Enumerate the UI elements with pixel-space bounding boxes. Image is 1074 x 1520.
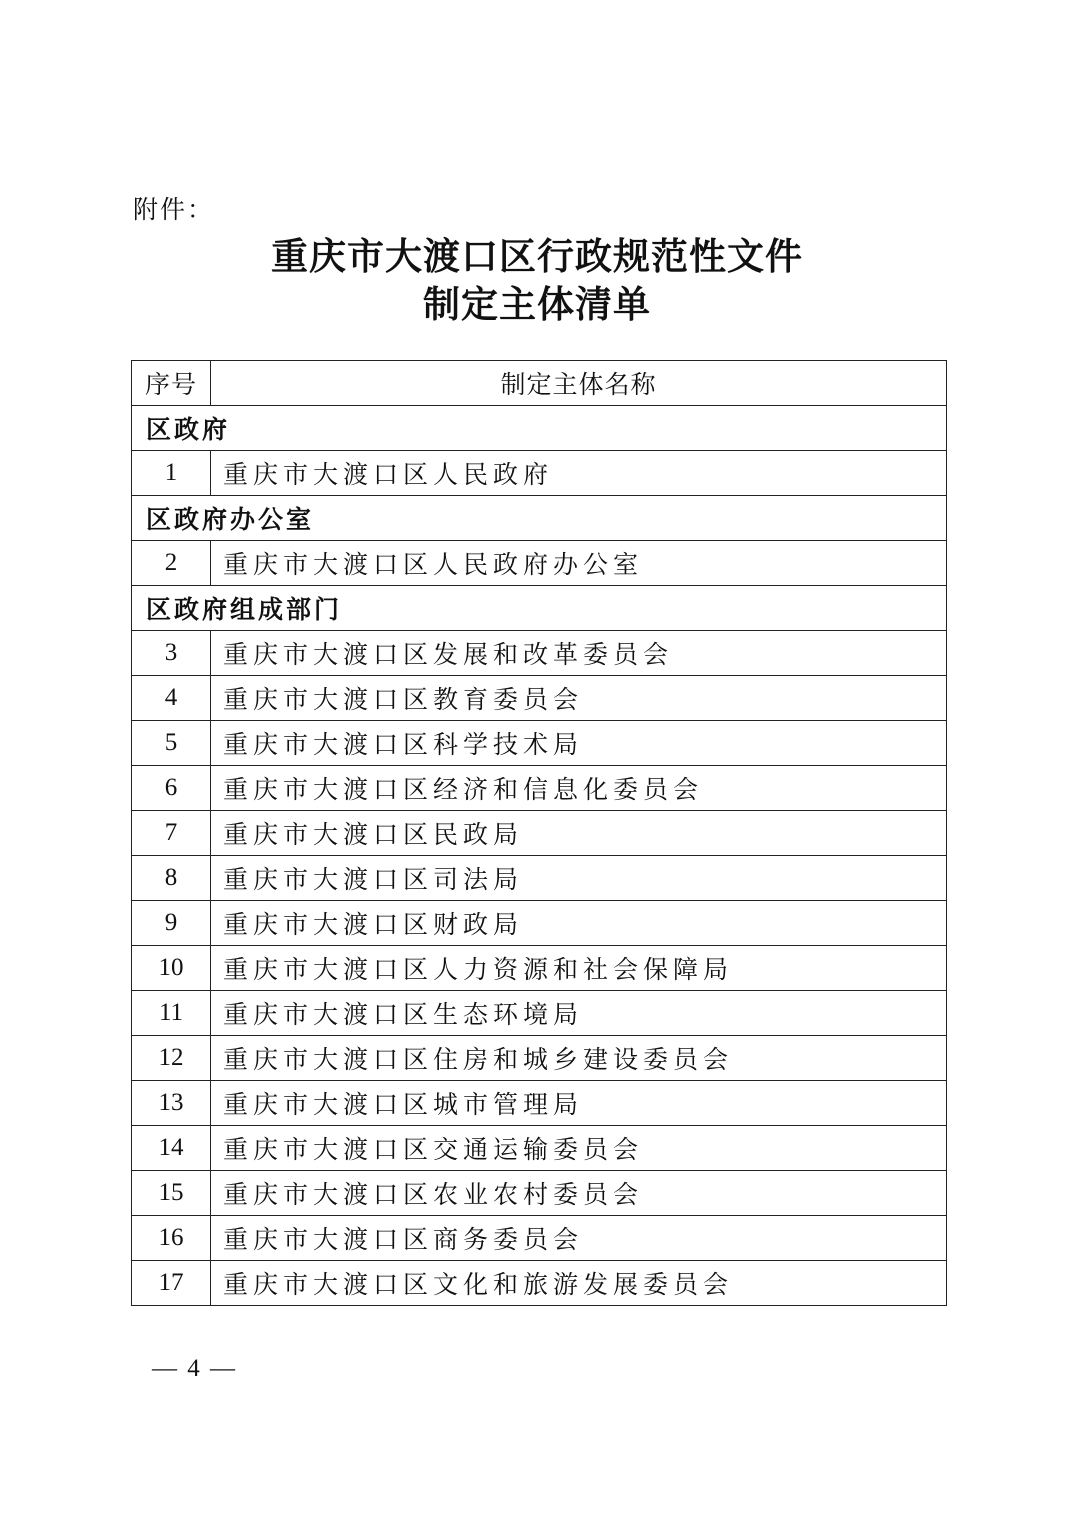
entity-name: 重庆市大渡口区交通运输委员会 <box>211 1126 947 1171</box>
table-row <box>132 1261 947 1306</box>
serial-number: 4 <box>132 676 211 721</box>
entity-name: 重庆市大渡口区发展和改革委员会 <box>211 631 947 676</box>
entity-name: 重庆市大渡口区教育委员会 <box>211 676 947 721</box>
entity-name: 重庆市大渡口区司法局 <box>211 856 947 901</box>
category-label: 区政府办公室 <box>132 496 947 541</box>
serial-number: 1 <box>132 451 211 496</box>
serial-number: 10 <box>132 946 211 991</box>
table-row <box>132 631 947 676</box>
entity-name: 重庆市大渡口区民政局 <box>211 811 947 856</box>
table-row <box>132 811 947 856</box>
entity-name: 重庆市大渡口区生态环境局 <box>211 991 947 1036</box>
serial-number: 11 <box>132 991 211 1036</box>
category-row <box>132 406 947 451</box>
table-header-row <box>132 361 947 406</box>
attachment-label: 附件： <box>133 195 215 224</box>
category-label: 区政府 <box>132 406 947 451</box>
entity-name: 重庆市大渡口区人力资源和社会保障局 <box>211 946 947 991</box>
table-row <box>132 901 947 946</box>
serial-number: 12 <box>132 1036 211 1081</box>
category-label: 区政府组成部门 <box>132 586 947 631</box>
table-row <box>132 1081 947 1126</box>
table-row <box>132 856 947 901</box>
entity-name: 重庆市大渡口区人民政府 <box>211 451 947 496</box>
header-entity-name: 制定主体名称 <box>211 361 947 406</box>
header-serial-number: 序号 <box>132 361 211 406</box>
serial-number: 16 <box>132 1216 211 1261</box>
entity-name: 重庆市大渡口区文化和旅游发展委员会 <box>211 1261 947 1306</box>
entity-name: 重庆市大渡口区商务委员会 <box>211 1216 947 1261</box>
document-title-line-2: 制定主体清单 <box>423 283 651 326</box>
serial-number: 17 <box>132 1261 211 1306</box>
entity-name: 重庆市大渡口区农业农村委员会 <box>211 1171 947 1216</box>
table-row <box>132 1036 947 1081</box>
table-row <box>132 541 947 586</box>
table-row <box>132 766 947 811</box>
table-body <box>132 361 947 1306</box>
serial-number: 15 <box>132 1171 211 1216</box>
category-row <box>132 496 947 541</box>
serial-number: 9 <box>132 901 211 946</box>
table-row <box>132 721 947 766</box>
entity-name: 重庆市大渡口区财政局 <box>211 901 947 946</box>
serial-number: 13 <box>132 1081 211 1126</box>
entity-name: 重庆市大渡口区城市管理局 <box>211 1081 947 1126</box>
serial-number: 3 <box>132 631 211 676</box>
serial-number: 6 <box>132 766 211 811</box>
table-row <box>132 676 947 721</box>
table-row <box>132 1126 947 1171</box>
table-row <box>132 946 947 991</box>
document-title-line-1: 重庆市大渡口区行政规范性文件 <box>271 235 803 278</box>
entity-list-table <box>131 360 947 1306</box>
table-row <box>132 991 947 1036</box>
entity-name: 重庆市大渡口区科学技术局 <box>211 721 947 766</box>
serial-number: 5 <box>132 721 211 766</box>
table-row <box>132 1171 947 1216</box>
page-number: — 4 — <box>152 1355 237 1382</box>
table-row <box>132 1216 947 1261</box>
category-row <box>132 586 947 631</box>
table-row <box>132 451 947 496</box>
serial-number: 8 <box>132 856 211 901</box>
entity-name: 重庆市大渡口区人民政府办公室 <box>211 541 947 586</box>
entity-name: 重庆市大渡口区住房和城乡建设委员会 <box>211 1036 947 1081</box>
entity-name: 重庆市大渡口区经济和信息化委员会 <box>211 766 947 811</box>
serial-number: 2 <box>132 541 211 586</box>
serial-number: 7 <box>132 811 211 856</box>
serial-number: 14 <box>132 1126 211 1171</box>
